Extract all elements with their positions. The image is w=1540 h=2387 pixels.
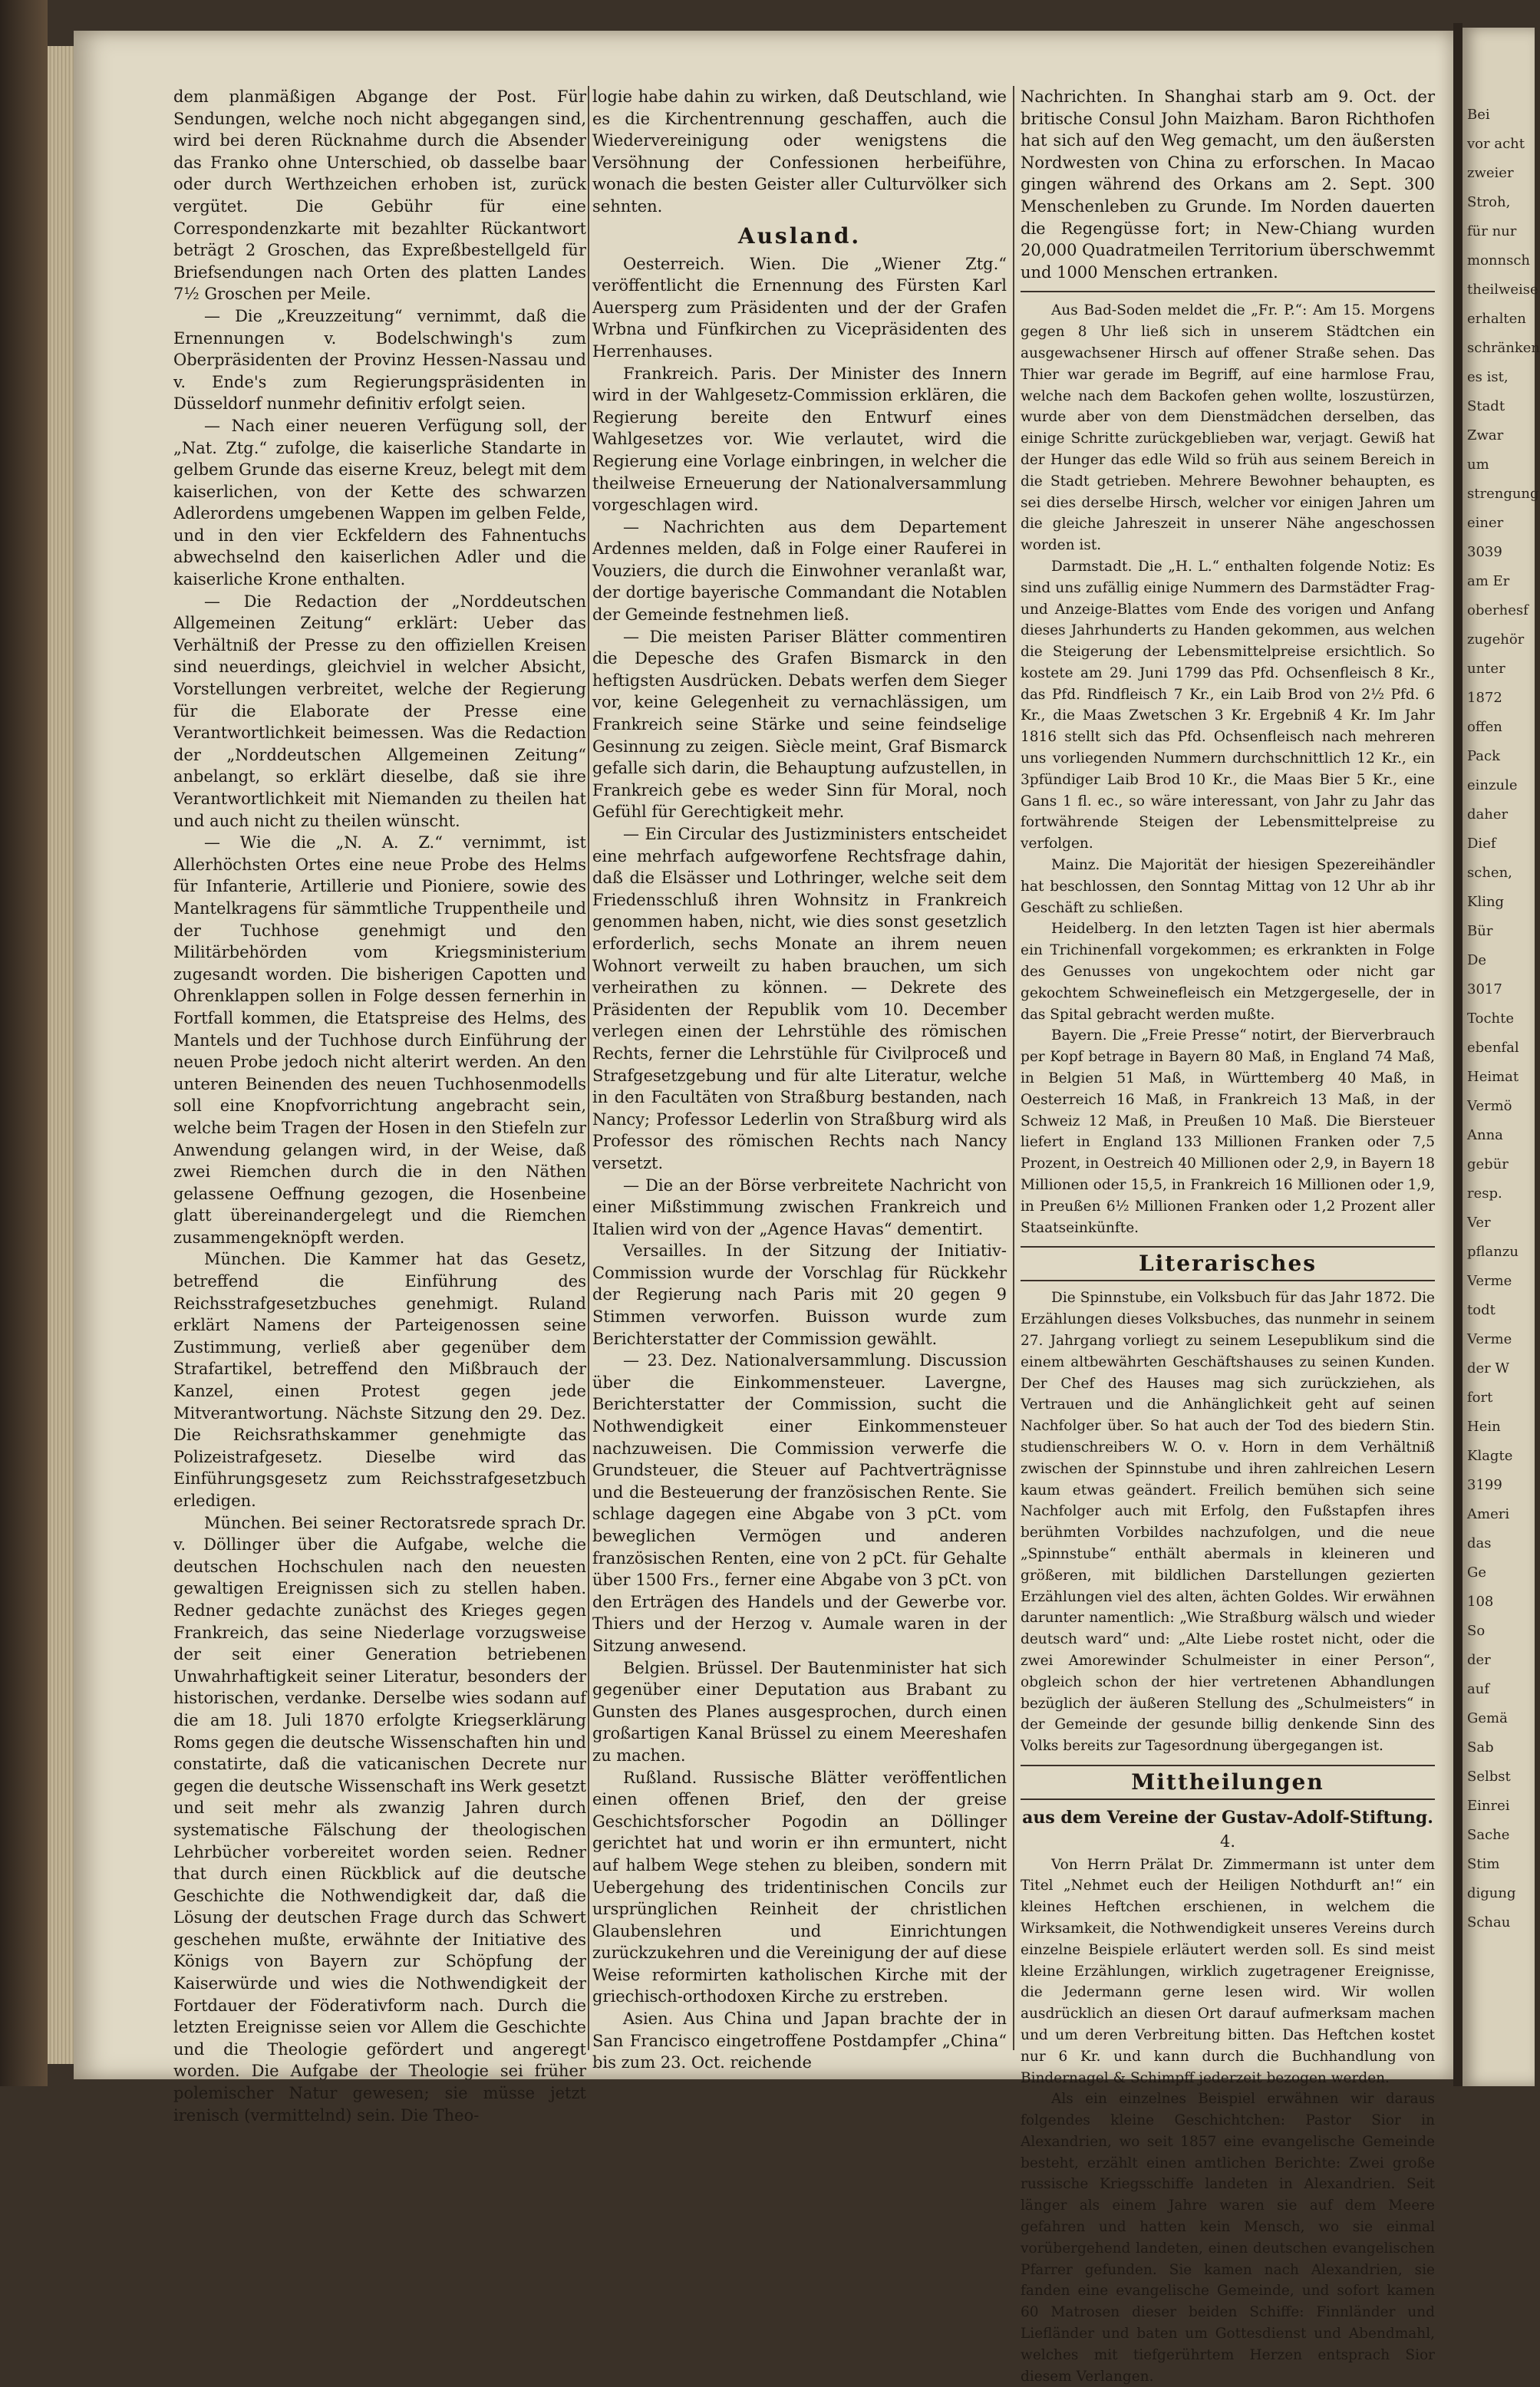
paragraph: — Die Redaction der „Norddeutschen Allgemeinen Zeitung“ erklärt: Ueber das Verhältniß der Presse zu den offiziellen Kreisen sind neuerdings, gleichviel in welcher Absicht, Vorstellungen verbreitet, welche der Regierung für die Elaborate der Presse eine Verantwortlichkeit beimessen. Was die Redaction der „Norddeutschen Allgemeinen Zeitung“ anbelangt, so erklärt dieselbe, daß sie ihre Verantwortlichkeit mit Niemanden zu theilen hat und auch nicht zu theilen wünscht. xyxy=(173,592,586,830)
paragraph: München. Die Kammer hat das Gesetz, betreffend die Einführung des Reichsstrafgesetzbuches genehmigt. Ruland erklärt Namens der Parteigenossen seine Zustimmung, verließ aber gegenüber dem Strafartikel, betreffend den Mißbrauch der Kanzel, einen Protest gegen jede Mitverantwortung. Nächste Sitzung den 29. Dez. Die Reichsrathskammer genehmigte das Polizeistrafgesetz. Dieselbe wird das Einführungsgesetz zum Reichsstrafgesetzbuch erledigen. xyxy=(173,1250,586,1510)
paragraph: Darmstadt. Die „H. L.“ enthalten folgende Notiz: Es sind uns zufällig einige Nummern des Darmstädter Frag- und Anzeige-Blattes vom Ende des vorigen und Anfang dieses Jahrhunderts zu Handen gekommen, aus welchen die Steigerung der Lebensmittelpreise ersichtlich. So kostete am 29. Juni 1799 das Pfd. Ochsenfleisch 8 Kr., das Pfd. Rindfleisch 7 Kr., ein Laib Brod von 2½ Pfd. 6 Kr., die Maas Zwetschen 3 Kr. Ergebniß 4 Kr. Im Jahr 1816 stellt sich das Pfd. Ochsenfleisch nach mehreren uns vorliegenden Nummern durchschnittlich 12 Kr., ein 3pfündiger Laib Brod 10 Kr., die Maas Bier 5 Kr., eine Gans 1 fl. ec., so wäre interessant, von Jahr zu Jahr das fortwährende Steigen der Lebensmittelpreise zu verfolgen. xyxy=(1021,558,1435,852)
adjacent-page-fragment: Ver xyxy=(1467,1215,1491,1231)
adjacent-page-fragment: am Er xyxy=(1467,573,1510,589)
column-2 xyxy=(592,86,1007,2072)
adjacent-page-edge xyxy=(1463,28,1540,2086)
section-heading-mittheilungen: Mittheilungen xyxy=(1021,1765,1435,1800)
adjacent-page-fragment: Stim xyxy=(1467,1856,1500,1872)
adjacent-page-fragment: Pack xyxy=(1467,748,1501,764)
adjacent-page-fragment: das xyxy=(1467,1535,1492,1551)
adjacent-page-fragment: ebenfal xyxy=(1467,1040,1519,1056)
adjacent-page-fragment: Dief xyxy=(1467,836,1496,852)
mitteilungen-section xyxy=(1021,1855,1435,2387)
adjacent-page-fragment: Verme xyxy=(1467,1273,1512,1289)
adjacent-page-fragment: digung xyxy=(1467,1885,1516,1901)
paragraph: Frankreich. Paris. Der Minister des Innern wird in der Wahlgesetz-Commission erklären, die Regierung bereite den Entwurf eines Wahlgesetzes vor. Wie verlautet, wird die Regierung eine Vorlage einbringen, in welcher die theilweise Erneuerung der Nationalversammlung vorgeschlagen wird. xyxy=(592,364,1007,515)
paragraph: Mainz. Die Majorität der hiesigen Spezereihändler hat beschlossen, den Sonntag Mittag von 12 Uhr ab ihr Geschäft zu schließen. xyxy=(1021,857,1435,916)
adjacent-page-fragment: todt xyxy=(1467,1302,1495,1318)
adjacent-page-fragment: vor acht xyxy=(1467,136,1525,152)
adjacent-page-fragment: Hein xyxy=(1467,1419,1501,1435)
adjacent-page-fragment: fort xyxy=(1467,1390,1493,1406)
paragraph: Die Spinnstube, ein Volksbuch für das Jahr 1872. Die Erzählungen dieses Volksbuches, das nunmehr in seinem 27. Jahrgang vorliegt zu seinem Lesepublikum sind die einem altbewährten Geschäftshauses zu seinen Kunden. Der Chef des Hauses mag sich zurückziehen, als Vertrauen und die Anhänglichkeit geht auf seinen Nachfolger über. So hat auch der Tod des biedern Stin. studienschreibers W. O. v. Horn in dem Verhältniß zwischen der Spinnstube und ihren zahlreichen Lesern kaum etwas geändert. Freilich bemühen sich seine Nachfolger auch mit Erfolg, den Fußstapfen ihres berühmten Vorbildes nachzufolgen, und die neue „Spinnstube“ enthält abermals in kleineren und größeren, mit bildlichen Darstellungen gezierten Erzählungen viel des alten, ächten Goldes. Wir erwähnen darunter namentlich: „Wie Straßburg wälsch und wieder deutsch ward“ und: „Alte Liebe rostet nicht, oder die zwei Amorewinder Schulmeister in einer Person“, obgleich schon der hier vertretenen Abhandlungen bezüglich der äußeren Stellung des „Schulmeisters“ in der Gemeinde der gesunde billig denkende Sinn des Volks bereits zur Tagesordnung übergegangen ist. xyxy=(1021,1290,1435,1755)
adjacent-page-fragment: Bei xyxy=(1467,107,1490,123)
adjacent-page-fragment: der xyxy=(1467,1652,1491,1668)
paragraph: — Die meisten Pariser Blätter commentiren die Depesche des Grafen Bismarck in den heftigsten Ausdrücken. Debats werfen dem Sieger vor, keine Gelegenheit zu vernachlässigen, um Frankreich seine Stärke und seine feindselige Gesinnung zu zeigen. Siècle meint, Graf Bismarck gefalle sich darin, die Behauptung aufzustellen, in Frankreich gebe es weder Sinn für Moral, noch Gefühl für Gerechtigkeit mehr. xyxy=(592,627,1007,822)
column-3 xyxy=(1021,86,1435,2385)
adjacent-page-fragment: auf xyxy=(1467,1681,1489,1697)
adjacent-page-fragment: daher xyxy=(1467,806,1509,823)
column-rule-1 xyxy=(588,86,589,2050)
section-heading-literarisches: Literarisches xyxy=(1021,1246,1435,1281)
paragraph: Asien. Aus China und Japan brachte der in San Francisco eingetroffene Postdampfer „China“ bis zum 23. Oct. reichende xyxy=(592,2009,1007,2072)
adjacent-page-fragment: Verme xyxy=(1467,1331,1512,1347)
adjacent-page-fragment: monnsch xyxy=(1467,252,1531,269)
adjacent-page-fragment: Anna xyxy=(1467,1127,1503,1143)
adjacent-page-fragment: zweier xyxy=(1467,165,1514,181)
adjacent-page-fragment: Heimat xyxy=(1467,1069,1519,1085)
adjacent-page-fragment: Bür xyxy=(1467,923,1493,939)
adjacent-page-fragment: einer xyxy=(1467,515,1504,531)
adjacent-page-fragment: 3017 xyxy=(1467,981,1502,997)
adjacent-page-fragment: Gemä xyxy=(1467,1710,1508,1726)
adjacent-page-fragment: unter xyxy=(1467,661,1505,677)
paragraph: Aus Bad-Soden meldet die „Fr. P.“: Am 15. Morgens gegen 8 Uhr ließ sich in unserem Städtchen ein ausgewachsener Hirsch auf offener Straße sehen. Das Thier war gerade im Begriff, auf eine harmlose Frau, welche nach dem Backofen gehen wollte, loszustürzen, wurde aber von dem Dienstmädchen derselben, das einige Schritte zurückgeblieben war, verjagt. Gewiß hat der Hunger das edle Wild so früh aus seinem Bereich in die Stadt getrieben. Mehrere Bewohner behaupten, es sei dies derselbe Hirsch, welcher vor einigen Jahren um die gleiche Jahreszeit in unserer Nähe angeschossen worden ist. xyxy=(1021,302,1435,554)
adjacent-page-fragment: erhalten xyxy=(1467,311,1526,327)
adjacent-page-fragment: um xyxy=(1467,457,1489,473)
adjacent-page-fragment: Zwar xyxy=(1467,427,1504,443)
column-1 xyxy=(173,86,586,2125)
paragraph: Rußland. Russische Blätter veröffentlichen einen offenen Brief, den der greise Geschichtsforscher Pogodin an Döllinger gerichtet hat und worin er ihn ermuntert, nicht auf halbem Wege stehen zu bleiben, sondern mit Uebergehung des tridentinischen Concils zur ursprünglichen Reinheit der christlichen Glaubenslehren und Einrichtungen zurückzukehren und die Vereinigung der auf diese Weise reformirten katholischen Kirche mit der griechisch-orthodoxen Kirche zu erstreben. xyxy=(592,1768,1007,2006)
adjacent-page-fragment: schen, xyxy=(1467,865,1512,881)
paragraph: Nachrichten. In Shanghai starb am 9. Oct. der britische Consul John Maizham. Baron Richthofen hat sich auf den Weg gemacht, um den äußersten Nordwesten von China zu erforschen. In Macao gingen während des Orkans am 2. Sept. 300 Menschenleben zu Grunde. Im Norden dauerten die Regengüsse fort; in New-Chiang wurden 20,000 Quadratmeilen Territorium überschwemmt und 1000 Menschen ertranken. xyxy=(1021,87,1435,282)
adjacent-page-fragment: strengung xyxy=(1467,486,1539,502)
adjacent-page-fragment: 3199 xyxy=(1467,1477,1502,1493)
page-gutter xyxy=(1453,23,1463,2086)
page-edges xyxy=(48,46,74,2064)
adjacent-page-fragment: Selbst xyxy=(1467,1769,1511,1785)
adjacent-page-fragment: Schau xyxy=(1467,1914,1511,1930)
adjacent-page-fragment: theilweise xyxy=(1467,282,1538,298)
adjacent-page-fragment: der W xyxy=(1467,1360,1510,1376)
paragraph: — Die an der Börse verbreitete Nachricht von einer Mißstimmung zwischen Frankreich und Italien wird von der „Agence Havas“ dementirt. xyxy=(592,1175,1007,1238)
adjacent-page-fragment: offen xyxy=(1467,719,1502,735)
adjacent-page-fragment: Vermö xyxy=(1467,1098,1512,1114)
section-heading-ausland: Ausland. xyxy=(737,223,862,249)
paragraph: Als ein einzelnes Beispiel erwähnen wir daraus folgendes kleine Geschichtchen: Pastor Sior in Alexandrien, wo seit 1857 eine evangelische Gemeinde besteht, erzählt einen amtlichen Berichte: Zwei große russische Kriegsschiffe landeten in Alexandrien. Seit länger als einem Jahre waren sie auf dem Meere gefahren und hatten kein Mensch, wo sie einmal vorübergehend landeten, einen deutschen evangelischen Pfarrer gefunden. Sie kamen nach Alexandrien, sie fanden eine evangelische Gemeinde, und sofort kamen 60 Matrosen dieser beiden Schiffe: Finnländer und Liefländer und baten um Gottesdienst und Abendmahl, welches mit tiefgerührtem Herzen entsprach Sior diesem Verlangen. xyxy=(1021,2091,1435,2385)
adjacent-page-fragment: für nur xyxy=(1467,223,1517,239)
adjacent-page-fragment: De xyxy=(1467,952,1487,968)
adjacent-page-fragment: einzule xyxy=(1467,777,1518,793)
adjacent-page-fragment: resp. xyxy=(1467,1185,1502,1202)
adjacent-page-fragment: Ge xyxy=(1467,1564,1487,1581)
adjacent-page-fragment: Stadt xyxy=(1467,398,1505,414)
paragraph: logie habe dahin zu wirken, daß Deutschland, wie es die Kirchentrennung geschaffen, auch die Wiedervereinigung oder wenigstens die Versöhnung der Confessionen herbeiführe, wonach die besten Geister aller Culturvölker sich sehnten. xyxy=(592,87,1007,216)
paragraph: Oesterreich. Wien. Die „Wiener Ztg.“ veröffentlicht die Ernennung des Fürsten Karl Auersperg zum Präsidenten und der der Grafen Wrbna und Fünfkirchen zu Vicepräsidenten des Herrenhauses. xyxy=(592,254,1007,361)
paragraph: — Ein Circular des Justizministers entscheidet eine mehrfach aufgeworfene Rechtsfrage dahin, daß die Elsässer und Lothringer, welche seit dem Friedensschluß ihren Wohnsitz in Frankreich genommen haben, nicht, wie dies sonst gesetzlich erforderlich, sechs Monate an ihrem neuen Wohnort verweilt zu haben brauchen, um sich verheirathen zu können. — Dekrete des Präsidenten der Republik vom 10. December verlegen einen der Lehrstühle des römischen Rechts, ferner die Lehrstühle für Civilproceß und Strafgesetzgebung und für alte Literatur, welche in den Facultäten von Straßburg bestanden, nach Nancy; Professor Lederlin von Straßburg wird als Professor des römischen Rechts nach Nancy versetzt. xyxy=(592,825,1007,1172)
adjacent-page-fragment: gebür xyxy=(1467,1156,1509,1172)
adjacent-page-fragment: 3039 xyxy=(1467,544,1502,560)
adjacent-page-fragment: schränken xyxy=(1467,340,1540,356)
paragraph: Bayern. Die „Freie Presse“ notirt, der Bierverbrauch per Kopf betrage in Bayern 80 Maß, in England 74 Maß, in Belgien 51 Maß, in Württemberg 40 Maß, in Oesterreich 16 Maß, in Frankreich 13 Maß, in der Schweiz 12 Maß, in Preußen 10 Maß. Die Biersteuer liefert in England 133 Millionen Franken oder 7,5 Prozent, in Oestreich 40 Millionen oder 2,9, in Bayern 18 Millionen oder 15,5, in Frankreich 16 Millionen oder 1,9, in Preußen 6½ Millionen Franken oder 1,2 Prozent aller Staatseinkünfte. xyxy=(1021,1027,1435,1236)
adjacent-page-fragment: Ameri xyxy=(1467,1506,1510,1522)
adjacent-page-fragment: 108 xyxy=(1467,1594,1494,1610)
adjacent-page-fragment: Tochte xyxy=(1467,1011,1515,1027)
adjacent-page-fragment: So xyxy=(1467,1623,1486,1639)
paragraph: — Nachrichten aus dem Departement Ardennes melden, daß in Folge einer Rauferei in Vouziers, die durch die Einwohner veranlaßt war, der dortige bayerische Commandant die Notablen der Gemeinde festnehmen ließ. xyxy=(592,517,1007,625)
paragraph: — Die „Kreuzzeitung“ vernimmt, daß die Ernennungen v. Bodelschwingh's zum Oberpräsidenten der Provinz Hessen-Nassau und v. Ende's zum Regierungspräsidenten in Düsseldorf nunmehr definitiv erfolgt seien. xyxy=(173,306,586,414)
paragraph: — 23. Dez. Nationalversammlung. Discussion über die Einkommensteuer. Lavergne, Berichterstatter der Commission, sucht die Nothwendigkeit einer Einkommensteuer nachzuweisen. Die Commission verwerfe die Grundsteuer, die Steuer auf Pachtverträgnisse und die Besteuerung der französischen Rente. Sie schlage dagegen eine Abgabe von 3 pCt. vom beweglichen Vermögen und anderen französischen Renten, eine von 2 pCt. für Gehalte über 1500 Frs., ferner eine Abgabe von 3 pCt. von den Erträgen des Handels und der Gewerbe vor. Thiers und der Herzog v. Aumale waren in der Sitzung anwesend. xyxy=(592,1351,1007,1655)
paragraph: — Wie die „N. A. Z.“ vernimmt, ist Allerhöchsten Ortes eine neue Probe des Helms für Infanterie, Artillerie und Pioniere, sowie des Mantelkragens für sämmtliche Truppentheile und der Tuchhose genehmigt und den Militärbehörden vom Kriegsministerium zugesandt worden. Die bisherigen Capotten und Ohrenklappen sollen in Folge dessen fernerhin in Fortfall kommen, die Etatspreise des Helms, des Mantels und der Tuchhose durch Einführung der neuen Probe jedoch nicht alterirt werden. An den unteren Beinenden des neuen Tuchhosenmodells soll eine Knopfvorrichtung angebracht sein, welche beim Tragen der Hosen in den Stiefeln zur Anwendung gelangen wird, in der Weise, daß zwei Riemchen durch die in den Näthen gelassene Oeffnung gezogen, die Hosenbeine glatt übereinandergelegt und die Riemchen zusammengeknöpft werden. xyxy=(173,833,586,1247)
divider xyxy=(1021,291,1435,292)
column-rule-2 xyxy=(1013,86,1014,2050)
adjacent-page-fragment: 1872 xyxy=(1467,690,1502,706)
paragraph: Belgien. Brüssel. Der Bautenminister hat sich gegenüber einer Deputation aus Brabant zu Gunsten des Planes ausgesprochen, durch einen großartigen Kanal Brüssel zu einem Meereshafen zu machen. xyxy=(592,1658,1007,1765)
adjacent-page-fragment: Sache xyxy=(1467,1827,1510,1843)
adjacent-page-fragment: Sab xyxy=(1467,1739,1494,1756)
paragraph: dem planmäßigen Abgange der Post. Für Sendungen, welche noch nicht abgegangen sind, wird bei deren Rücknahme durch die Absender das Franko ohne Unterschied, ob dasselbe baar oder durch Werthzeichen erhoben ist, zurück vergütet. Die Gebühr für eine Correspondenzkarte mit bezahlter Rückantwort beträgt 2 Groschen, das Expreßbestellgeld für Briefsendungen nach Orten des platten Landes 7½ Groschen per Meile. xyxy=(173,87,586,304)
adjacent-page-fragment: Einrei xyxy=(1467,1798,1510,1814)
literary-section xyxy=(1021,1287,1435,1757)
paragraph: Versailles. In der Sitzung der Initiativ-Commission wurde der Vorschlag für Rückkehr der Regierung nach Paris mit 20 gegen 9 Stimmen verworfen. Buisson wurde zum Berichterstatter der Commission gewählt. xyxy=(592,1241,1007,1348)
paragraph: — Nach einer neueren Verfügung soll, der „Nat. Ztg.“ zufolge, die kaiserliche Standarte in gelbem Grunde das eiserne Kreuz, belegt mit dem kaiserlichen, von der Kette des schwarzen Adlerordens umgebenen Wappen im gelben Felde, und in den vier Eckfeldern des Fahnentuchs abwechselnd den kaiserlichen Adler und die kaiserliche Krone enthalten. xyxy=(173,416,586,589)
book-binding xyxy=(0,0,48,2086)
adjacent-page-fragment: oberhesf xyxy=(1467,602,1528,618)
section-subheading: aus dem Vereine der Gustav-Adolf-Stiftung. xyxy=(1022,1807,1433,1828)
adjacent-page-fragment: zugehör xyxy=(1467,631,1525,648)
local-news xyxy=(1021,300,1435,1238)
adjacent-page-fragment: pflanzu xyxy=(1467,1244,1519,1260)
paragraph: München. Bei seiner Rectoratsrede sprach Dr. v. Döllinger über die Aufgabe, welche die deutschen Hochschulen nach den neuesten gewaltigen Ereignissen sich zu stellen haben. Redner gedachte zunächst des Krieges gegen Frankreich, das seine Niederlage vorzugsweise der seit einer Generation betriebenen Unwahrhaftigkeit seiner Literatur, besonders der historischen, verdanke. Derselbe wies sodann auf die am 18. Juli 1870 erfolgte Kriegserklärung Roms gegen die deutsche Wissenschaften hin und constatirte, daß die vaticanischen Decrete nur gegen die deutsche Wissenschaft ins Werk gesetzt und seit mehr als zwanzig Jahren durch systematische Fälschung der theologischen Lehrbücher vorbereitet worden seien. Redner that durch einen Rückblick auf die deutsche Geschichte die Nothwendigkeit dar, daß die Lösung der deutschen Frage durch das Schwert geschehen mußte, erwähnte der Initiative des Königs von Bayern zur Schöpfung der Kaiserwürde und wies die Nothwendigkeit der Fortdauer der Föderativform nach. Durch die letzten Ereignisse seien vor Allem die Geschichte und die Theologie gefördert und angeregt worden. Die Aufgabe der Theologie sei früher polemischer Natur gewesen; sie müsse jetzt irenisch (vermittelnd) sein. Die Theo- xyxy=(173,1513,586,2125)
adjacent-page-fragment: Stroh, xyxy=(1467,194,1511,210)
paragraph: Heidelberg. In den letzten Tagen ist hier abermals ein Trichinenfall vorgekommen; es erkrankten in Folge des Genusses von ungekochtem oder nicht gar gekochtem Schweinefleisch ein Metzgergeselle, der in das Spital gebracht werden mußte. xyxy=(1021,921,1435,1023)
adjacent-page-fragment: Kling xyxy=(1467,894,1505,910)
adjacent-page-fragment: es ist, xyxy=(1467,369,1509,385)
section-number: 4. xyxy=(1219,1831,1236,1851)
adjacent-page-fragment: Klagte xyxy=(1467,1448,1513,1464)
paragraph: Von Herrn Prälat Dr. Zimmermann ist unter dem Titel „Nehmet euch der Heiligen Nothdurft an!“ ein kleines Heftchen erschienen, in welchem die Wirksamkeit, die Nothwendigkeit unseres Vereins durch einzelne Beispiele erläutert werden soll. Es sind meist kleine Erzählungen, wirklich zugetragener Ereignisse, die Jedermann gerne lesen wird. Wir wollen ausdrücklich an diesen Ort darauf aufmerksam machen und um deren Verbreitung bitten. Das Heftchen kostet nur 6 Kr. und kann durch die Buchhandlung von Bindernagel & Schimpff jederzeit bezogen werden. xyxy=(1021,1856,1435,2086)
